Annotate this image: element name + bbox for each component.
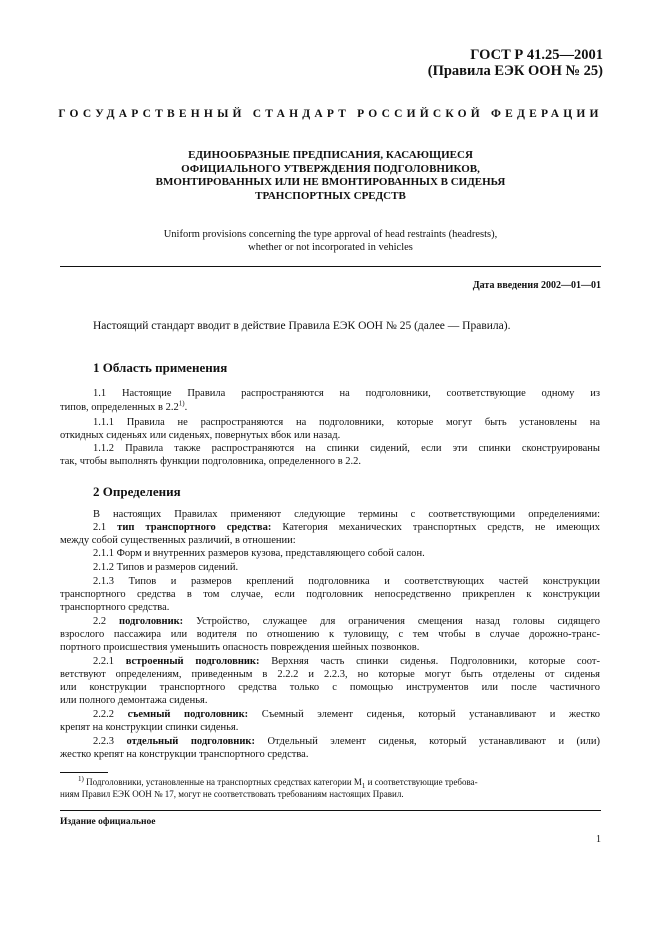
- paragraph-line: 2.1.1 Форм и внутренних размеров кузова, представляющего собой салон.: [93, 548, 425, 559]
- term: отдельный подголовник:: [126, 736, 255, 747]
- term: съемный подголовник:: [127, 709, 249, 720]
- term: встроенный подголовник:: [125, 656, 260, 667]
- term: тип транспортного средства:: [117, 522, 272, 533]
- paragraph-line: 2.2.1 встроенный подголовник: Верхняя часть спинки сиденья. Подголовники, которые соот-: [93, 656, 601, 667]
- paragraph-line: так, чтобы выполнять функции подголовника, определенного в 2.2.: [60, 456, 362, 467]
- state-standard-title: ГОСУДАРСТВЕННЫЙ СТАНДАРТ РОССИЙСКОЙ ФЕДЕРАЦИИ: [58, 108, 603, 120]
- paragraph-line: взрослого пассажира или водителя по отношению к туловищу, с тем чтобы в случае дорожно-транс-: [60, 629, 600, 640]
- footer-divider: [60, 810, 601, 811]
- paragraph-line: транспортного средства в том случае, если подголовник непосредственно прикреплен к конструкции: [60, 589, 600, 600]
- document-title: [60, 149, 601, 203]
- paragraph-line: типов, определенных в 2.2$^{1)}$.: [60, 399, 188, 413]
- footnote-ref: 1): [178, 399, 185, 408]
- paragraph-line: 2.1.2 Типов и размеров сидений.: [93, 562, 239, 573]
- paragraph-line: 1.1.1 Правила не распространяются на подголовники, которые могут быть установлены на: [93, 417, 600, 428]
- paragraph-line: или полного демонтажа сиденья.: [60, 695, 208, 706]
- footnote-marker: 1): [78, 775, 84, 783]
- title-line: ТРАНСПОРТНЫХ СРЕДСТВ: [255, 189, 406, 202]
- paragraph-line: 1.1.2 Правила также распространяются на спинки сидений, если эти спинки сконструированы: [93, 443, 600, 454]
- english-title-line: Uniform provisions concerning the type approval of head restraints (headrests),: [163, 229, 498, 240]
- header-divider: [60, 266, 601, 267]
- introduction-date: Дата введения 2002—01—01: [472, 280, 601, 291]
- preamble: Настоящий стандарт вводит в действие Правила ЕЭК ООН № 25 (далее — Правила).: [93, 320, 511, 332]
- paragraph-line: 2.1 тип транспортного средства: Категория механических транспортных средств, не имеющих: [93, 522, 601, 533]
- title-line: ЕДИНООБРАЗНЫЕ ПРЕДПИСАНИЯ, КАСАЮЩИЕСЯ: [188, 149, 473, 161]
- footnote-line: ниям Правил ЕЭК ООН № 17, могут не соответствовать требованиям настоящих Правил.: [60, 789, 404, 799]
- page-number: 1: [596, 834, 601, 845]
- paragraph-line: 1.1 Настоящие Правила распространяются на подголовники, соответствующие одному из: [93, 388, 600, 399]
- ece-rule-number: (Правила ЕЭК ООН № 25): [427, 63, 603, 79]
- paragraph-line: откидных сиденьях или сиденьях, повернутых вбок или назад.: [60, 430, 341, 441]
- gost-code: ГОСТ Р 41.25—2001: [470, 47, 603, 63]
- paragraph-line: крепят на конструкции спинки сиденья.: [60, 722, 239, 733]
- title-line: ОФИЦИАЛЬНОГО УТВЕРЖДЕНИЯ ПОДГОЛОВНИКОВ,: [181, 162, 480, 175]
- section-heading-scope: 1 Область применения: [93, 360, 228, 375]
- footnote-divider: [60, 772, 108, 773]
- title-line: ВМОНТИРОВАННЫХ ИЛИ НЕ ВМОНТИРОВАННЫХ В СИДЕНЬЯ: [155, 176, 506, 188]
- paragraph-line: 2.2 подголовник: Устройство, служащее для ограничения смещения назад головы сидящего: [93, 616, 601, 627]
- gost-code-block: [428, 47, 603, 79]
- paragraph-line: 2.2.3 отдельный подголовник: Отдельный элемент сиденья, который устанавливают и (или): [93, 736, 601, 747]
- paragraph-line: В настоящих Правилах применяют следующие термины с соответствующими определениями:: [93, 509, 600, 520]
- paragraph-line: портного происшествия уменьшить опасность повреждения шейных позвонков.: [60, 642, 420, 653]
- english-title-line: whether or not incorporated in vehicles: [248, 241, 413, 253]
- paragraph-line: или конструкции транспортного средства только с помощью инструментов или после частичного: [60, 682, 600, 693]
- term: подголовник:: [119, 616, 184, 627]
- english-title: [60, 229, 601, 254]
- paragraph-line: ветствуют определениям, приведенным в 2.2.2 и 2.2.3, но которые могут быть отделены от сиденья: [60, 669, 600, 680]
- footnote-line: $^{1)}$ Подголовники, установленные на транспортных средствах категории $М_1$ и соответствующие требова-: [78, 775, 478, 790]
- section-heading-definitions: 2 Определения: [93, 484, 181, 499]
- paragraph-line: транспортного средства.: [60, 602, 170, 613]
- paragraph-line: 2.1.3 Типов и размеров креплений подголовника и соответствующих частей конструкции: [93, 576, 600, 587]
- paragraph-line: жестко крепят на конструкции транспортного средства.: [60, 749, 309, 760]
- paragraph-line: между собой существенных различий, в отношении:: [60, 535, 296, 546]
- paragraph-line: 2.2.2 съемный подголовник: Съемный элемент сиденья, который устанавливают и жестко: [93, 709, 601, 720]
- edition-label: Издание официальное: [60, 817, 156, 827]
